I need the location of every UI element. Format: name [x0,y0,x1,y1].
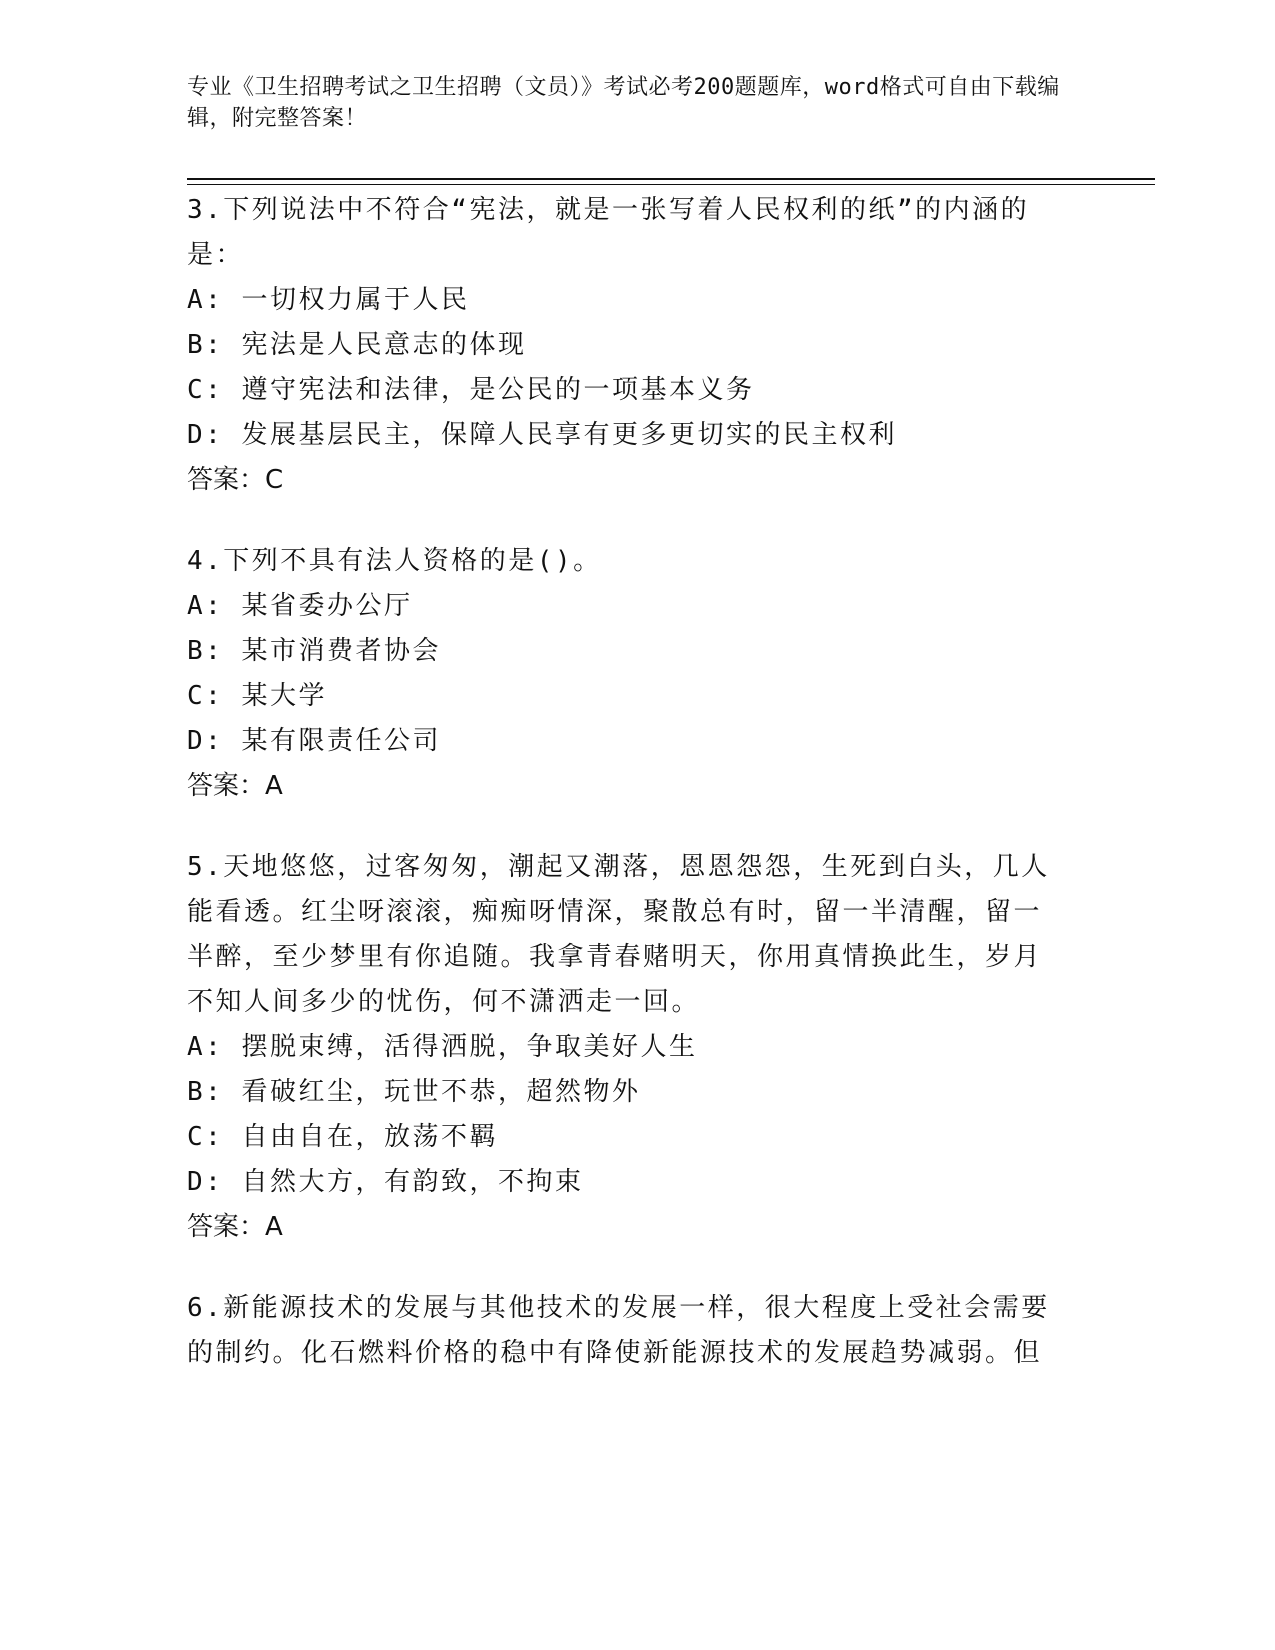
answer-line: 答案：A [187,771,283,801]
option-b: B: 看破红尘，玩世不恭，超然物外 [187,1077,641,1107]
header-divider-thin [187,184,1155,185]
question-4 [187,539,1067,809]
option-c: C: 某大学 [187,681,327,711]
question-stem: 4.下列不具有法人资格的是()。 [187,546,602,576]
question-5 [187,845,1067,1250]
answer-line: 答案：A [187,1212,283,1242]
question-3 [187,188,1067,503]
question-stem: 3.下列说法中不符合“宪法，就是一张写着人民权利的纸”的内涵的是： [187,195,1030,270]
question-list [187,188,1067,1412]
option-b: B: 宪法是人民意志的体现 [187,330,527,360]
answer-line: 答案：C [187,465,284,495]
option-b: B: 某市消费者协会 [187,636,441,666]
header-divider [187,178,1155,180]
option-a: A: 一切权力属于人民 [187,285,470,315]
question-stem: 6.新能源技术的发展与其他技术的发展一样，很大程度上受社会需要的制约。化石燃料价格的稳中有降使新能源技术的发展趋势减弱。但 [187,1293,1050,1368]
question-6 [187,1286,1067,1376]
option-d: D: 自然大方，有韵致，不拘束 [187,1167,584,1197]
question-stem: 5.天地悠悠，过客匆匆，潮起又潮落，恩恩怨怨，生死到白头，几人能看透。红尘呀滚滚，痴痴呀情深，聚散总有时，留一半清醒，留一半醉，至少梦里有你追随。我拿青春赌明天，你用真情换此生，岁月不知人间多少的忧伤，何不潇洒走一回。 [187,852,1050,1017]
option-c: C: 遵守宪法和法律，是公民的一项基本义务 [187,375,755,405]
option-c: C: 自由自在，放荡不羁 [187,1122,498,1152]
option-d: D: 某有限责任公司 [187,726,441,756]
option-a: A: 某省委办公厅 [187,591,413,621]
option-d: D: 发展基层民主，保障人民享有更多更切实的民主权利 [187,420,897,450]
document-header: 专业《卫生招聘考试之卫生招聘（文员）》考试必考200题题库，word格式可自由下载编辑，附完整答案！ [187,75,1060,131]
option-a: A: 摆脱束缚，活得洒脱，争取美好人生 [187,1032,698,1062]
